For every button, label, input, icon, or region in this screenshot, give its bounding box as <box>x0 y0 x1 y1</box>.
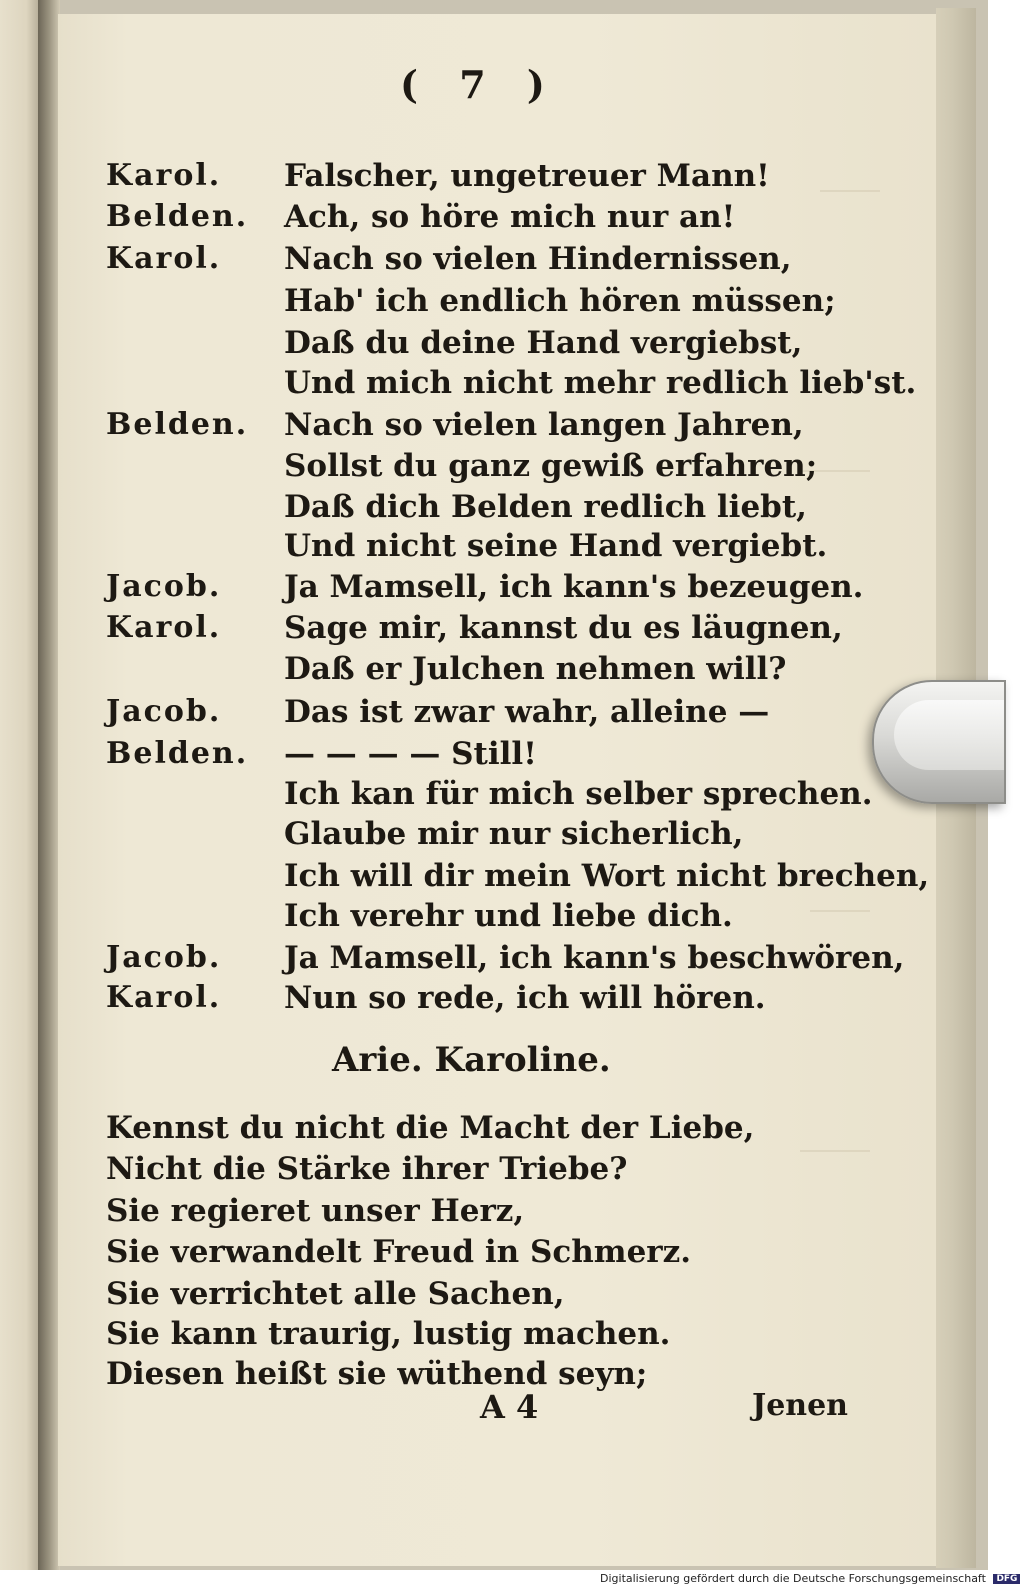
speaker-label: Jacob. <box>106 694 222 729</box>
verse-line: Das ist zwar wahr, alleine — <box>284 694 770 730</box>
verse-line: Ich will dir mein Wort nicht brechen, <box>284 858 930 894</box>
verse-line: Daß er Julchen nehmen will? <box>284 651 787 687</box>
speaker-label: Jacob. <box>106 940 222 975</box>
dialogue-row <box>106 489 936 530</box>
digitization-footer <box>600 1572 1018 1588</box>
dialogue-row <box>106 569 936 610</box>
catchword: Jenen <box>752 1388 848 1423</box>
speaker-label: Belden. <box>106 407 249 442</box>
verse-line: Hab' ich endlich hören müssen; <box>284 283 836 319</box>
verse-line: Ich verehr und liebe dich. <box>284 898 733 934</box>
verse-line: Und mich nicht mehr redlich lieb'st. <box>284 365 917 401</box>
dialogue-row <box>106 365 936 406</box>
page-clip <box>872 680 1006 804</box>
aria-heading: Arie. Karoline. <box>332 1040 611 1080</box>
aria-line: Sie kann traurig, lustig machen. <box>106 1316 671 1352</box>
aria-line: Sie regieret unser Herz, <box>106 1193 525 1229</box>
dialogue-row <box>106 241 936 282</box>
aria-line: Nicht die Stärke ihrer Triebe? <box>106 1151 628 1187</box>
dialogue-row <box>106 940 936 981</box>
aria-line: Kennst du nicht die Macht der Liebe, <box>106 1110 755 1146</box>
left-page-edge <box>0 0 38 1570</box>
speaker-label: Belden. <box>106 736 249 771</box>
verse-line: Nach so vielen Hindernissen, <box>284 241 792 277</box>
footer-text: Digitalisierung gefördert durch die Deutsche Forschungsgemeinschaft <box>600 1572 986 1585</box>
verse-line: Daß du deine Hand vergiebst, <box>284 325 803 361</box>
aria-line: Sie verrichtet alle Sachen, <box>106 1276 565 1312</box>
dialogue-row <box>106 325 936 366</box>
dialogue-row <box>106 816 936 857</box>
dialogue-row <box>106 283 936 324</box>
verse-line: Sollst du ganz gewiß erfahren; <box>284 448 818 484</box>
verse-line: Sage mir, kannst du es läugnen, <box>284 610 843 646</box>
verse-line: Nach so vielen langen Jahren, <box>284 407 804 443</box>
verse-line: — — — — Still! <box>284 736 537 772</box>
verse-line: Falscher, ungetreuer Mann! <box>284 158 770 194</box>
verse-line: Ich kan für mich selber sprechen. <box>284 776 873 812</box>
speaker-label: Karol. <box>106 980 222 1015</box>
speaker-label: Jacob. <box>106 569 222 604</box>
verse-line: Glaube mir nur sicherlich, <box>284 816 744 852</box>
verse-line: Ach, so höre mich nur an! <box>284 199 736 235</box>
verse-line: Ja Mamsell, ich kann's bezeugen. <box>284 569 864 605</box>
dialogue-row <box>106 694 936 735</box>
speaker-label: Karol. <box>106 610 222 645</box>
dialogue-row <box>106 407 936 448</box>
verse-line: Und nicht seine Hand vergiebt. <box>284 528 828 564</box>
dialogue-row <box>106 158 936 199</box>
dialogue-row <box>106 898 936 939</box>
dialogue-row <box>106 448 936 489</box>
page-number: ( 7 ) <box>400 62 559 107</box>
aria-line: Diesen heißt sie wüthend seyn; <box>106 1356 648 1392</box>
signature-mark: A 4 <box>480 1388 539 1426</box>
verse-line: Nun so rede, ich will hören. <box>284 980 766 1016</box>
dialogue-row <box>106 858 936 899</box>
speaker-label: Belden. <box>106 199 249 234</box>
dialogue-row <box>106 199 936 240</box>
book-gutter <box>38 0 60 1570</box>
dialogue-row <box>106 528 936 569</box>
clip-highlight <box>894 700 1004 770</box>
dialogue-row <box>106 736 936 777</box>
verse-line: Daß dich Belden redlich liebt, <box>284 489 807 525</box>
dialogue-row <box>106 776 936 817</box>
dialogue-row <box>106 651 936 692</box>
dfg-logo: DFG <box>993 1574 1020 1584</box>
speaker-label: Karol. <box>106 158 222 193</box>
dialogue-row <box>106 980 936 1021</box>
dialogue-row <box>106 610 936 651</box>
aria-line: Sie verwandelt Freud in Schmerz. <box>106 1234 692 1270</box>
speaker-label: Karol. <box>106 241 222 276</box>
verse-line: Ja Mamsell, ich kann's beschwören, <box>284 940 905 976</box>
